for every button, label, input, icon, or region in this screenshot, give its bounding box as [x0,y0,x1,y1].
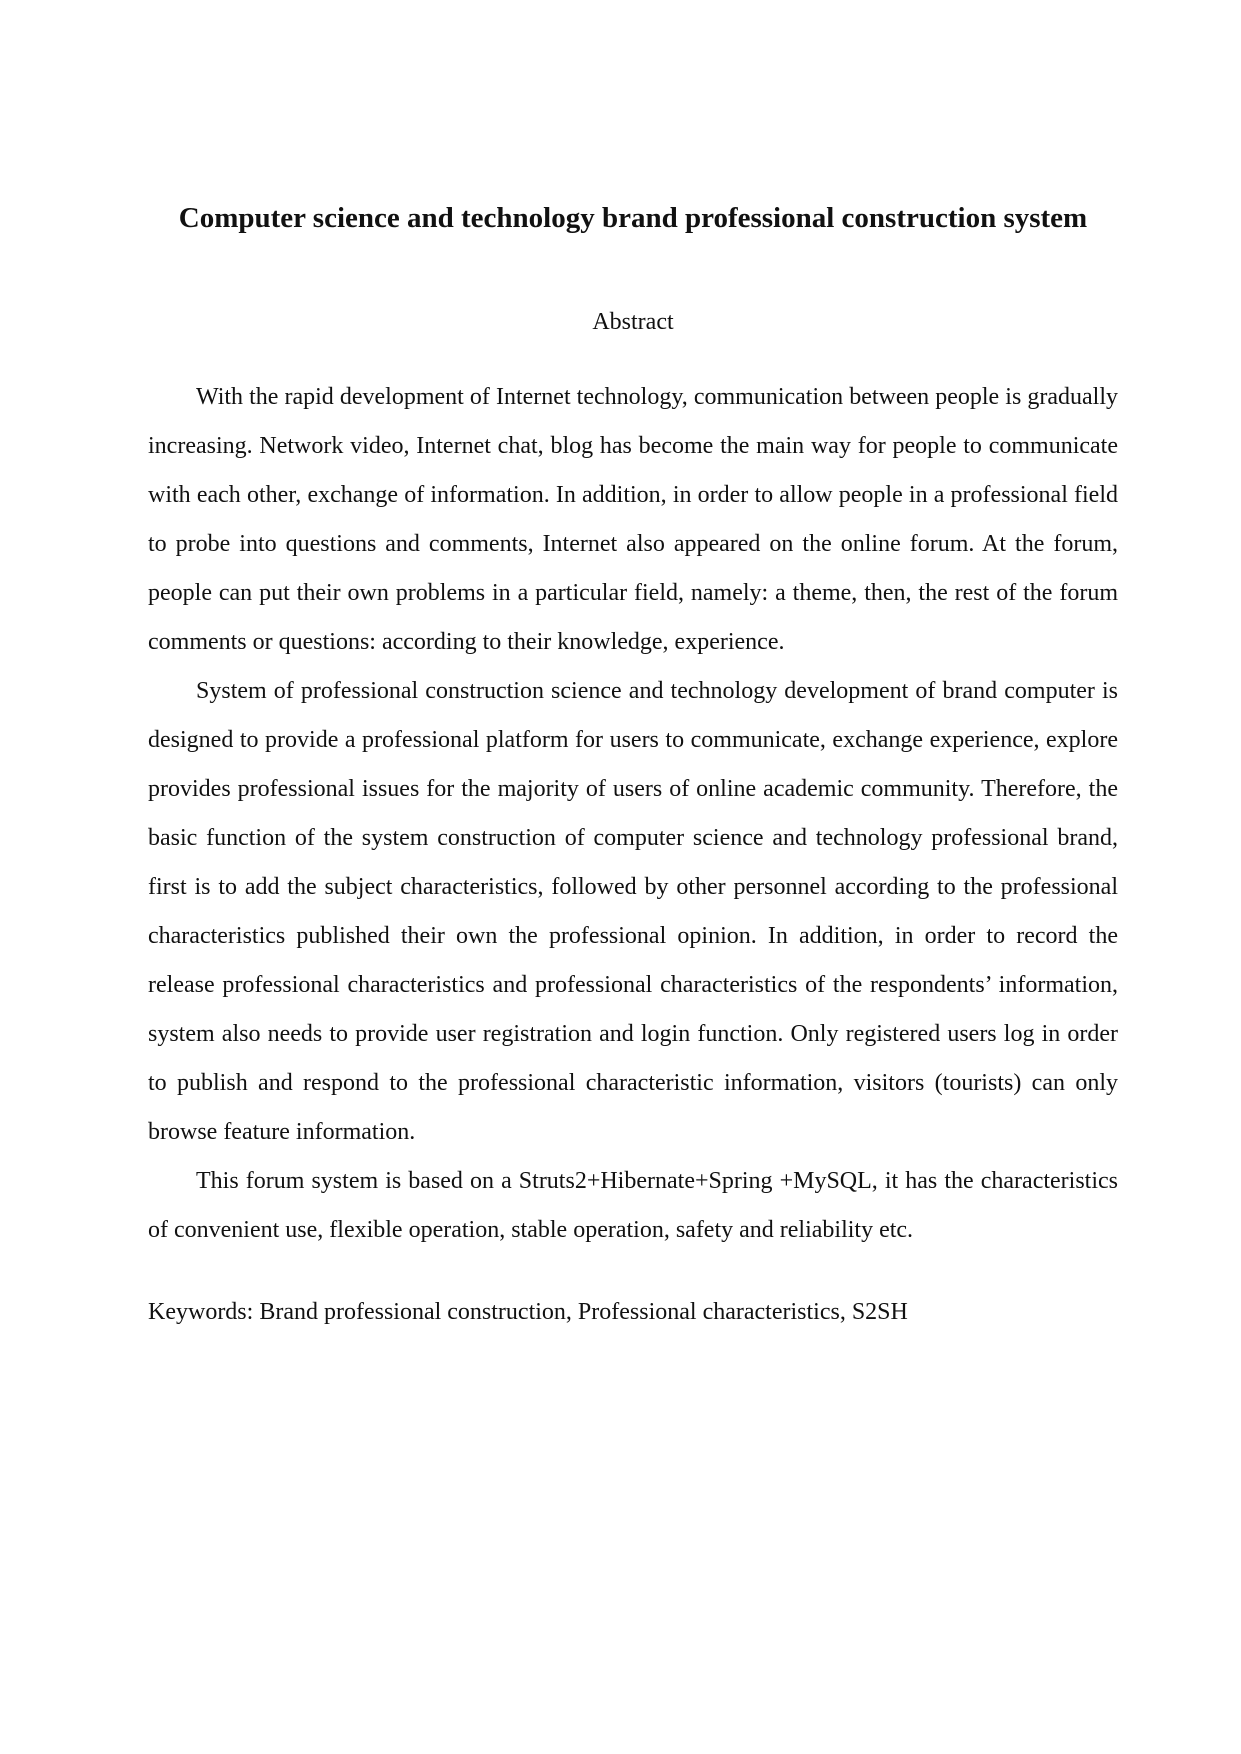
abstract-paragraph: This forum system is based on a Struts2+Hibernate+Spring +MySQL, it has the characteristics of convenient use, flexible operation, stable operation, safety and reliability etc. [148,1168,1118,1243]
document-title: Computer science and technology brand professional construction system [178,202,1088,234]
abstract-paragraph: With the rapid development of Internet technology, communication between people is gradually increasing. Network video, Internet chat, blog has become the main way for people to communicate with each other, exchange of information. In addition, in order to allow people in a professional field to probe into questions and comments, Internet also appeared on the online forum. At the forum, people can put their own problems in a particular field, namely: a theme, then, the rest of the forum comments or questions: according to their knowledge, experience. [148,384,1118,655]
abstract-paragraph: System of professional construction science and technology development of brand computer is designed to provide a professional platform for users to communicate, exchange experience, explore provides professional issues for the majority of users of online academic community. Therefore, the basic function of the system construction of computer science and technology professional brand, first is to add the subject characteristics, followed by other personnel according to the professional characteristics published their own the professional opinion. In addition, in order to record the release professional characteristics and professional characteristics of the respondents’ information, system also needs to provide user registration and login function. Only registered users log in order to publish and respond to the professional characteristic information, visitors (tourists) can only browse feature information. [148,678,1118,1145]
keywords-line: Keywords: Brand professional construction, Professional characteristics, S2SH [148,1299,908,1325]
abstract-body [148,373,1118,1255]
abstract-heading: Abstract [592,309,674,335]
